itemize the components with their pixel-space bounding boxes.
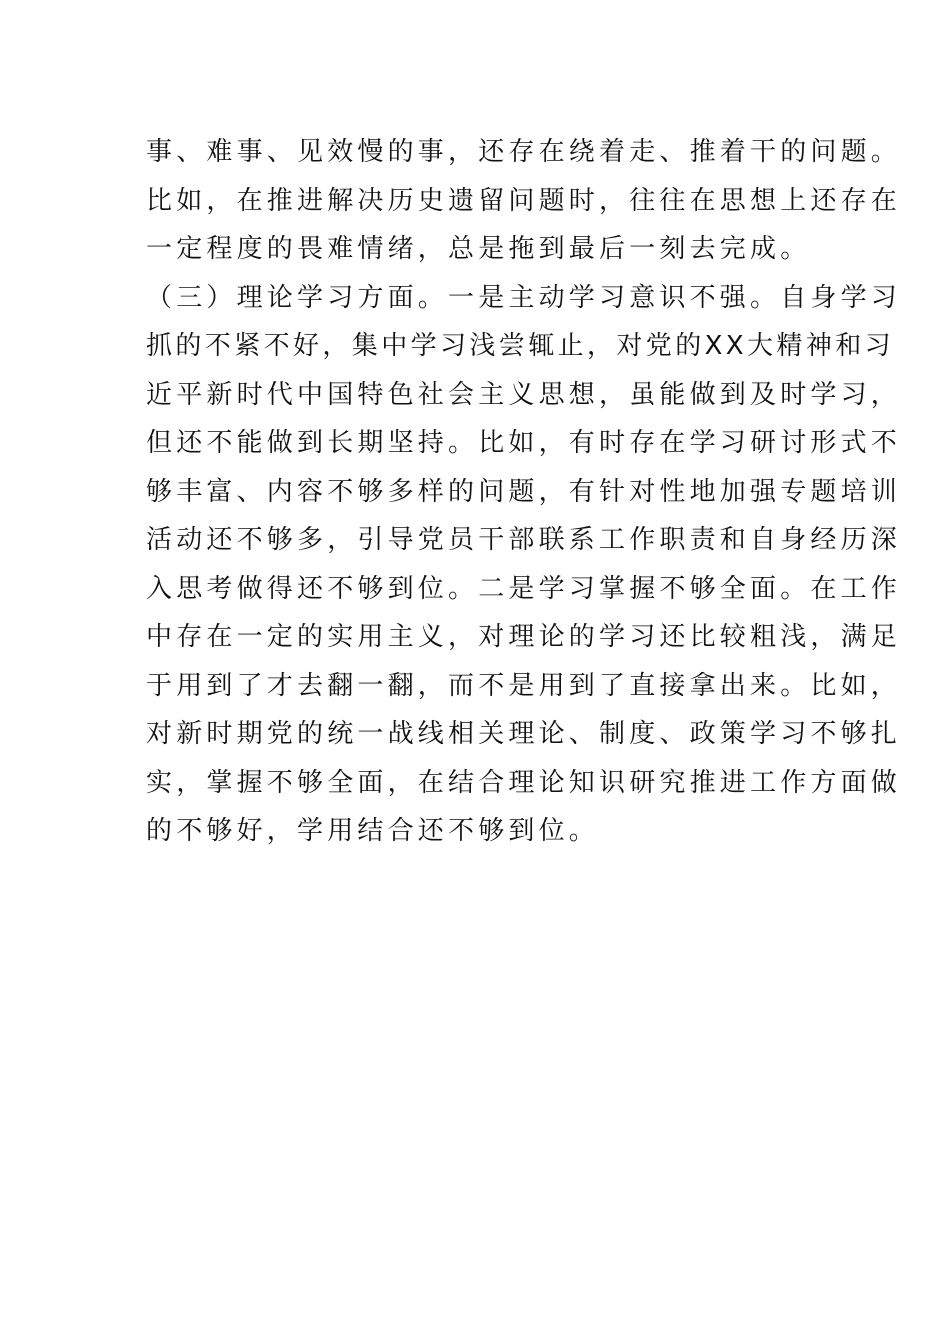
- text-line: 够丰富、内容不够多样的问题，有针对性地加强专题培训: [146, 476, 902, 507]
- text-line: 事、难事、见效慢的事，还存在绕着走、推着干的问题。: [146, 137, 902, 167]
- text-line: 的不够好，学用结合还不够到位。: [146, 816, 600, 846]
- text-line: 抓的不紧不好，集中学习浅尝辄止，对党的XX大精神和习: [146, 331, 895, 361]
- text-line: 实，掌握不够全面，在结合理论知识研究推进工作方面做: [146, 767, 902, 798]
- text-line: 近平新时代中国特色社会主义思想，虽能做到及时学习，: [146, 379, 902, 410]
- text-line: 一定程度的畏难情绪，总是拖到最后一刻去完成。: [146, 234, 811, 264]
- section-heading-line: （三）理论学习方面。一是主动学习意识不强。自身学习: [146, 282, 902, 313]
- text-line: 对新时期党的统一战线相关理论、制度、政策学习不够扎: [146, 719, 902, 749]
- body-text: [146, 128, 902, 856]
- text-line: 入思考做得还不够到位。二是学习掌握不够全面。在工作: [146, 573, 902, 604]
- text-line: 比如，在推进解决历史遗留问题时，往往在思想上还存在: [146, 185, 902, 216]
- text-line: 但还不能做到长期坚持。比如，有时存在学习研讨形式不: [146, 428, 902, 458]
- text-line: 于用到了才去翻一翻，而不是用到了直接拿出来。比如，: [146, 670, 902, 701]
- text-line: 活动还不够多，引导党员干部联系工作职责和自身经历深: [146, 525, 902, 555]
- text-line: 中存在一定的实用主义，对理论的学习还比较粗浅，满足: [146, 622, 902, 652]
